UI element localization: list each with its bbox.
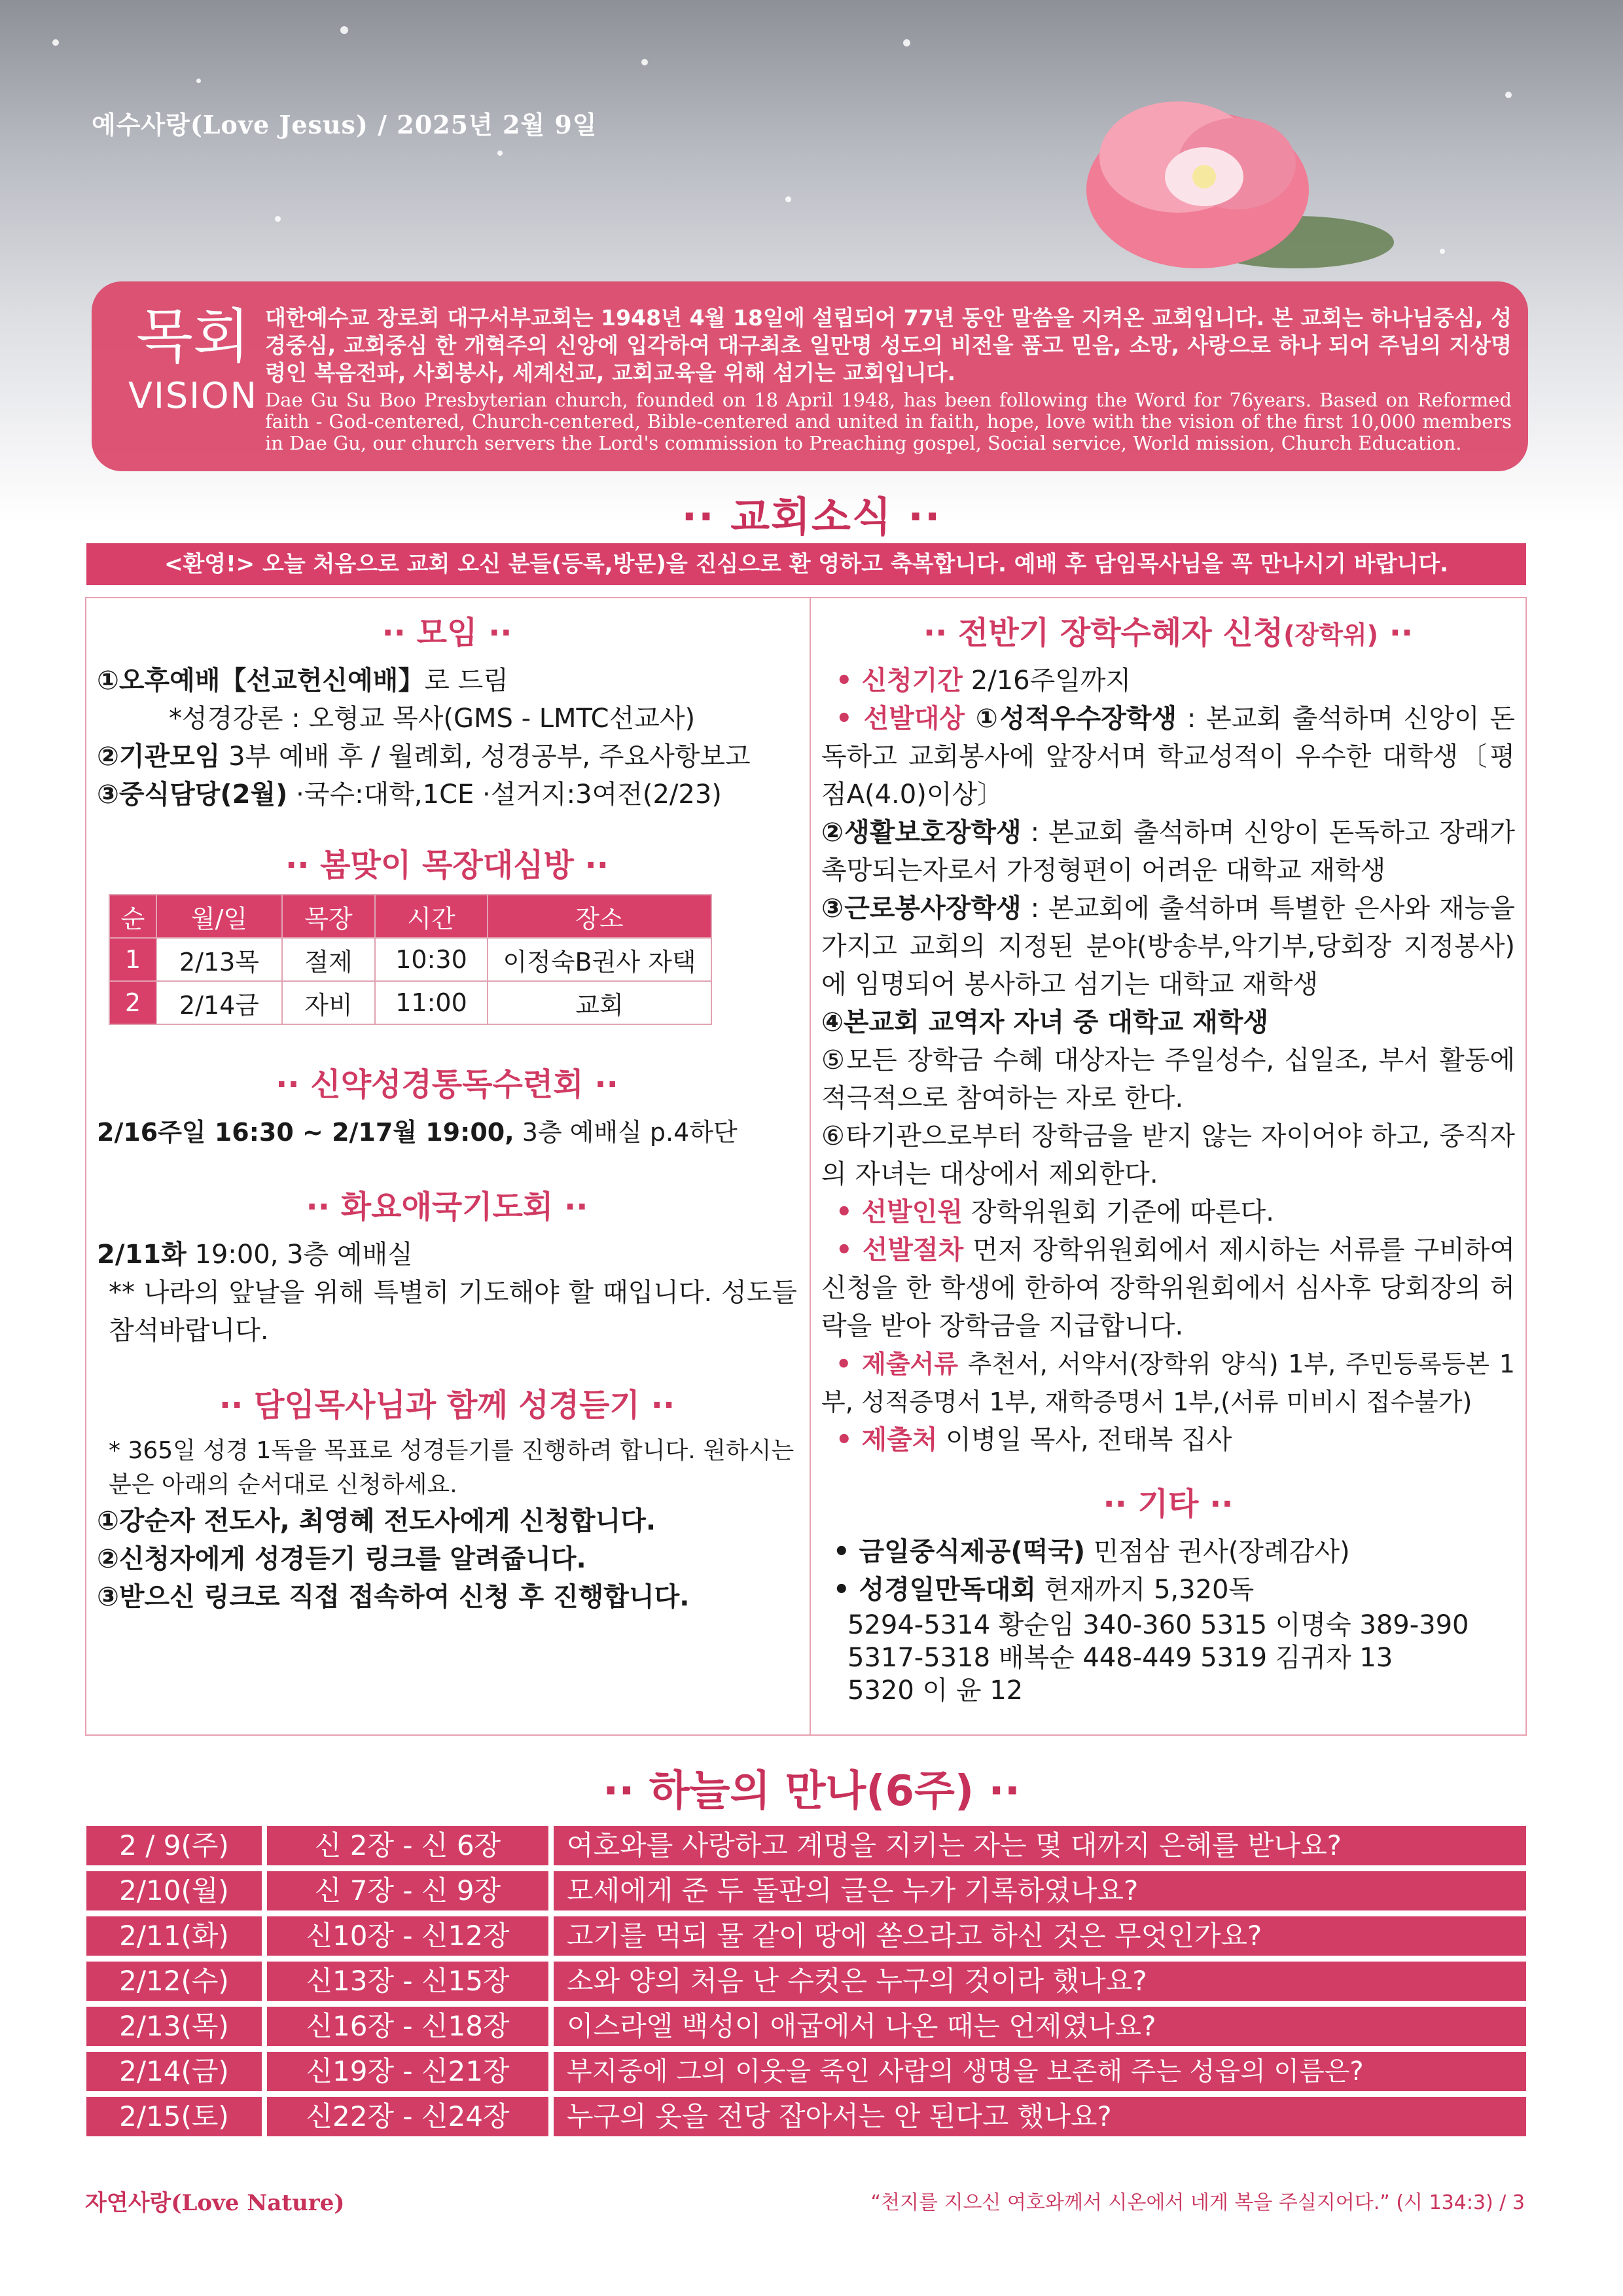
scholarship-procedure: • 선발절차 먼저 장학위원회에서 제시하는 서류를 구비하여 신청을 한 학생에 한하여 장학위원회에서 심사후 당회장의 허락을 받아 장학금을 지급합니다. (821, 1235, 1516, 1341)
scholarship-submit: • 제출처 이병일 목사, 전태복 집사 (836, 1425, 1232, 1455)
bible-reading-list-2: 5317-5318 배복순 448-449 5319 김귀자 13 (847, 1643, 1393, 1673)
bible-reading-list-1: 5294-5314 황순임 340-360 5315 이명숙 389-390 (847, 1610, 1469, 1640)
meeting-item-1: ①오후예배【선교헌신예배】로 드림 (97, 666, 508, 696)
visit-heading: ·· 봄맞이 목장대심방 ·· (285, 847, 609, 884)
meeting-item-3: ③중식담당(2월) ·국수:대학,1CE ·설거지:3여전(2/23) (97, 780, 722, 810)
visit-table (109, 894, 712, 1025)
scholarship-number: • 선발인원 장학위원회 기준에 따른다. (836, 1197, 1274, 1227)
table-row: 2/12(수) 신13장 - 신15장 소와 양의 처음 난 수컷은 누구의 것이라 했나요? (86, 1962, 1526, 2001)
table-row: 2/14(금) 신19장 - 신21장 부지중에 그의 이웃을 죽인 사람의 생명을 보존해 주는 성읍의 이름은? (86, 2052, 1526, 2091)
bible-listening-step-2: ②신청자에게 성경듣기 링크를 알려줍니다. (97, 1544, 586, 1574)
vision-statement (265, 304, 1512, 454)
scholarship-type-2: ②생활보호장학생 : 본교회 출석하며 신앙이 돈독하고 장래가 촉망되는자로서 가정형편이 어려운 대학교 재학생 (821, 817, 1515, 886)
vision-english: Dae Gu Su Boo Presbyterian church, founded on 18 April 1948, has been following the Word for 76years. Based on Reformed faith - God-centered, Church-centered, Bible-centered and united in faith, hope, love with the vision of the first 10,000 members in Dae Gu, our church servers the Lord's commission to Preaching gospel, Social service, World mission, Church Education. (265, 389, 1512, 454)
scholarship-type-3: ③근로봉사장학생 : 본교회에 출석하며 특별한 은사와 재능을 가지고 교회의 지정된 분야(방송부,악기부,당회장 지정봉사)에 임명되어 봉사하고 섬기는 대학교 재학생 (821, 893, 1515, 999)
scholarship-period: • 신청기간 2/16주일까지 (836, 666, 1132, 696)
etc-bible-reading: • 성경일만독대회 현재까지 5,320독 (833, 1575, 1255, 1605)
scholarship-target: • 선발대상 ①성적우수장학생 : 본교회 출석하며 신앙이 돈독하고 교회봉사에 앞장서며 학교성적이 우수한 대학생〔평점A(4.0)이상〕 (821, 704, 1515, 810)
vision-badge (118, 301, 268, 419)
right-column (821, 607, 1515, 1707)
table-row: 2 / 9(주) 신 2장 - 신 6장 여호와를 사랑하고 계명을 지키는 자는 몇 대까지 은혜를 받나요? (86, 1826, 1526, 1865)
table-row: 2/11(화) 신10장 - 신12장 고기를 먹되 물 같이 땅에 쏟으라고 하신 것은 무엇인가요? (86, 1916, 1526, 1956)
meeting-item-2: ②기관모임 3부 예배 후 / 월례회, 성경공부, 주요사항보고 (97, 742, 751, 772)
bible-listening-step-1: ①강순자 전도사, 최영혜 전도사에게 신청합니다. (97, 1506, 656, 1536)
vision-badge-english: VISION (128, 375, 258, 416)
column-divider (810, 597, 811, 1736)
nt-retreat-heading: ·· 신약성경통독수련회 ·· (276, 1066, 618, 1103)
vision-badge-korean: 목회 (136, 302, 250, 371)
table-row: 2/10(월) 신 7장 - 신 9장 모세에게 준 두 돌판의 글은 누가 기록하였나요? (86, 1871, 1526, 1910)
scholarship-type-4: ④본교회 교역자 자녀 중 대학교 재학생 (821, 1007, 1269, 1037)
footer-left: 자연사랑(Love Nature) (85, 2190, 345, 2216)
etc-lunch: • 금일중식제공(떡국) 민점삼 권사(장례감사) (833, 1537, 1350, 1567)
table-row: 2 2/14금 자비 11:00 교회 (109, 981, 711, 1024)
scholarship-rule-5: ⑤모든 장학금 수혜 대상자는 주일성수, 십일조, 부서 활동에 적극적으로 참여하는 자로 한다. (821, 1045, 1515, 1113)
tuesday-prayer-note: ** 나라의 앞날을 위해 특별히 기도해야 할 때입니다. 성도들 참석바랍니다. (109, 1278, 797, 1346)
bible-listening-note: * 365일 성경 1독을 목표로 성경듣기를 진행하려 합니다. 원하시는 분은 아래의 순서대로 신청하세요. (109, 1437, 794, 1498)
welcome-banner: <환영!> 오늘 처음으로 교회 오신 분들(등록,방문)을 진심으로 환 영하고 축복합니다. 예배 후 담임목사님을 꼭 만나시기 바랍니다. (86, 543, 1526, 585)
bible-reading-list-3: 5320 이 윤 12 (847, 1676, 1024, 1706)
manna-table (86, 1826, 1526, 2142)
bible-listening-heading: ·· 담임목사님과 함께 성경듣기 ·· (219, 1387, 675, 1424)
tuesday-prayer-heading: ·· 화요애국기도회 ·· (306, 1189, 588, 1225)
table-row: 2/15(토) 신22장 - 신24장 누구의 옷을 전당 잡아서는 안 된다고 했나요? (86, 2097, 1526, 2136)
scholarship-documents: • 제출서류 추천서, 서약서(장학위 양식) 1부, 주민등록등본 1부, 성적증명서 1부, 재학증명서 1부,(서류 미비시 접수불가) (821, 1350, 1515, 1416)
church-news-title: ·· 교회소식 ·· (681, 493, 942, 541)
visit-table-header: 순 월/일 목장 시간 장소 (109, 895, 711, 938)
manna-heading: ·· 하늘의 만나(6주) ·· (602, 1767, 1021, 1816)
scholarship-heading: ·· 전반기 장학수혜자 신청(장학위) ·· (923, 615, 1414, 651)
meeting-heading: ·· 모임 ·· (382, 615, 512, 651)
bible-listening-step-3: ③받으신 링크로 직접 접속하여 신청 후 진행합니다. (97, 1582, 690, 1612)
nt-retreat-detail: 2/16주일 16:30 ~ 2/17월 19:00, 3층 예배실 p.4하단 (97, 1118, 738, 1147)
meeting-item-1-sub: *성경강론 : 오형교 목사(GMS - LMTC선교사) (169, 704, 696, 734)
table-row: 2/13(목) 신16장 - 신18장 이스라엘 백성이 애굽에서 나온 때는 언제였나요? (86, 2007, 1526, 2046)
vision-banner (92, 281, 1528, 471)
vision-korean: 대한예수교 장로회 대구서부교회는 1948년 4월 18일에 설립되어 77년 동안 말씀을 지켜온 교회입니다. 본 교회는 하나님중심, 성경중심, 교회중심 한 개혁주의 신앙에 입각하여 대구최초 일만명 성도의 비전을 품고 믿음, 소망, 사랑으로 하나 되어 주님의 지상명령인 복음전파, 사회봉사, 세계선교, 교회교육을 위해 섬기는 교회입니다. (265, 305, 1512, 386)
camellia-flower-image (1047, 79, 1414, 301)
footer-verse: “천지를 지으신 여호와께서 시온에서 네게 복을 주실지어다.” (시 134:3) / 3 (870, 2191, 1525, 2214)
page-header: 예수사랑(Love Jesus) / 2025년 2월 9일 (92, 110, 597, 139)
tuesday-prayer-detail: 2/11화 19:00, 3층 예배실 (97, 1240, 413, 1270)
etc-heading: ·· 기타 ·· (1103, 1486, 1234, 1522)
table-row: 1 2/13목 절제 10:30 이정숙B권사 자택 (109, 938, 711, 981)
left-column (97, 607, 797, 1616)
scholarship-rule-6: ⑥타기관으로부터 장학금을 받지 않는 자이어야 하고, 중직자의 자녀는 대상에서 제외한다. (821, 1121, 1515, 1189)
